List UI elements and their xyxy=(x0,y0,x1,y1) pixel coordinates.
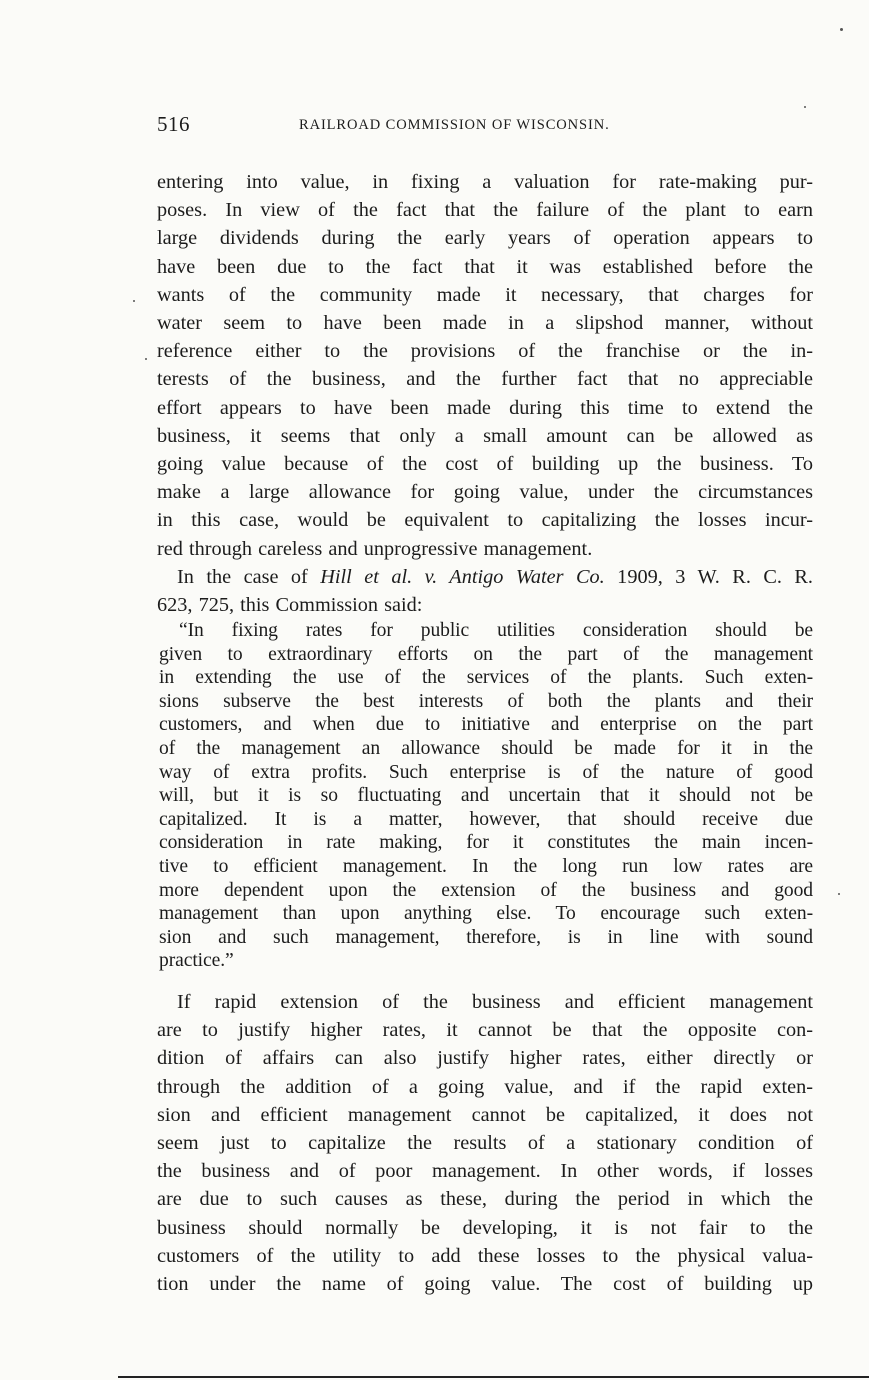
quote-line: consideration in rate making, for it constitutes the main incen- xyxy=(159,832,813,854)
text-line: 623, 725, this Commission said: xyxy=(157,594,423,617)
scan-speck xyxy=(804,106,806,108)
text-line: If rapid extension of the business and efficient management xyxy=(177,991,813,1013)
bottom-rule xyxy=(118,1376,869,1378)
quote-line: tive to efficient management. In the long run low rates are xyxy=(159,855,813,877)
quote-line: sions subserve the best interests of both the plants and their xyxy=(159,690,813,712)
text-line: poses. In view of the fact that the failure of the plant to earn xyxy=(157,199,813,222)
quote-line: given to extraordinary efforts on the part of the management xyxy=(159,643,813,665)
text-line: tion under the name of going value. The cost of building up xyxy=(157,1273,813,1296)
text-line: business, it seems that only a small amount can be allowed as xyxy=(157,424,813,447)
scan-speck xyxy=(145,358,147,360)
text-line: have been due to the fact that it was established before the xyxy=(157,255,813,278)
citation-line xyxy=(157,563,813,591)
paragraph-1 xyxy=(157,168,813,563)
scan-speck xyxy=(133,300,135,302)
quote-line: “In fixing rates for public utilities consideration should be xyxy=(179,620,813,641)
quote-line: management than upon anything else. To encourage such exten- xyxy=(159,903,813,925)
text-line: red through careless and unprogressive management. xyxy=(157,537,593,560)
text-line: in this case, would be equivalent to capitalizing the losses incur- xyxy=(157,509,813,532)
case-name: Hill et al. v. Antigo Water Co. xyxy=(320,566,605,588)
text-line: water seem to have been made in a slipshod manner, without xyxy=(157,312,813,335)
text-line: sion and efficient management cannot be capitalized, it does not xyxy=(157,1103,813,1126)
running-head: RAILROAD COMMISSION OF WISCONSIN. xyxy=(299,117,610,133)
citation-prefix: In the case of xyxy=(177,566,321,588)
text-line: seem just to capitalize the results of a stationary condition of xyxy=(157,1132,813,1155)
text-line: the business and of poor management. In other words, if losses xyxy=(157,1160,813,1183)
quote-line: will, but it is so fluctuating and uncertain that it should not be xyxy=(159,785,813,807)
page-header xyxy=(157,112,813,142)
text-line: terests of the business, and the further fact that no appreciable xyxy=(157,368,813,391)
paragraph-2 xyxy=(157,563,813,619)
page-number: 516 xyxy=(157,112,190,136)
text-line: business should normally be developing, it is not fair to the xyxy=(157,1216,813,1239)
text-line: reference either to the provisions of the franchise or the in- xyxy=(157,340,813,363)
text-line: are to justify higher rates, it cannot be that the opposite con- xyxy=(157,1019,813,1042)
text-line: customers of the utility to add these losses to the physical valua- xyxy=(157,1244,813,1267)
scan-speck xyxy=(838,893,840,895)
quote-line: capitalized. It is a matter, however, that should receive due xyxy=(159,808,813,830)
text-line: through the addition of a going value, and if the rapid exten- xyxy=(157,1075,813,1098)
citation-suffix: 1909, 3 W. R. C. R. xyxy=(604,566,813,588)
quote-line: sion and such management, therefore, is in line with sound xyxy=(159,926,813,948)
quote-line: of the management an allowance should be made for it in the xyxy=(159,737,813,759)
text-line: large dividends during the early years of operation appears to xyxy=(157,227,813,250)
quote-line: in extending the use of the services of the plants. Such exten- xyxy=(159,667,813,689)
text-line: effort appears to have been made during this time to extend the xyxy=(157,396,813,419)
quote-line: more dependent upon the extension of the business and good xyxy=(159,879,813,901)
text-line: are due to such causes as these, during the period in which the xyxy=(157,1188,813,1211)
text-line: make a large allowance for going value, under the circumstances xyxy=(157,481,813,504)
text-line: wants of the community made it necessary, that charges for xyxy=(157,283,813,306)
text-line: entering into value, in fixing a valuation for rate-making pur- xyxy=(157,171,813,193)
block-quote xyxy=(159,619,813,973)
scan-speck xyxy=(840,28,843,31)
text-line: going value because of the cost of building up the business. To xyxy=(157,453,813,476)
quote-line: way of extra profits. Such enterprise is of the nature of good xyxy=(159,761,813,783)
quote-line: customers, and when due to initiative and enterprise on the part xyxy=(159,714,813,736)
quote-line: practice.” xyxy=(159,950,234,972)
paragraph-3 xyxy=(157,988,813,1298)
text-line: dition of affairs can also justify higher rates, either directly or xyxy=(157,1047,813,1070)
